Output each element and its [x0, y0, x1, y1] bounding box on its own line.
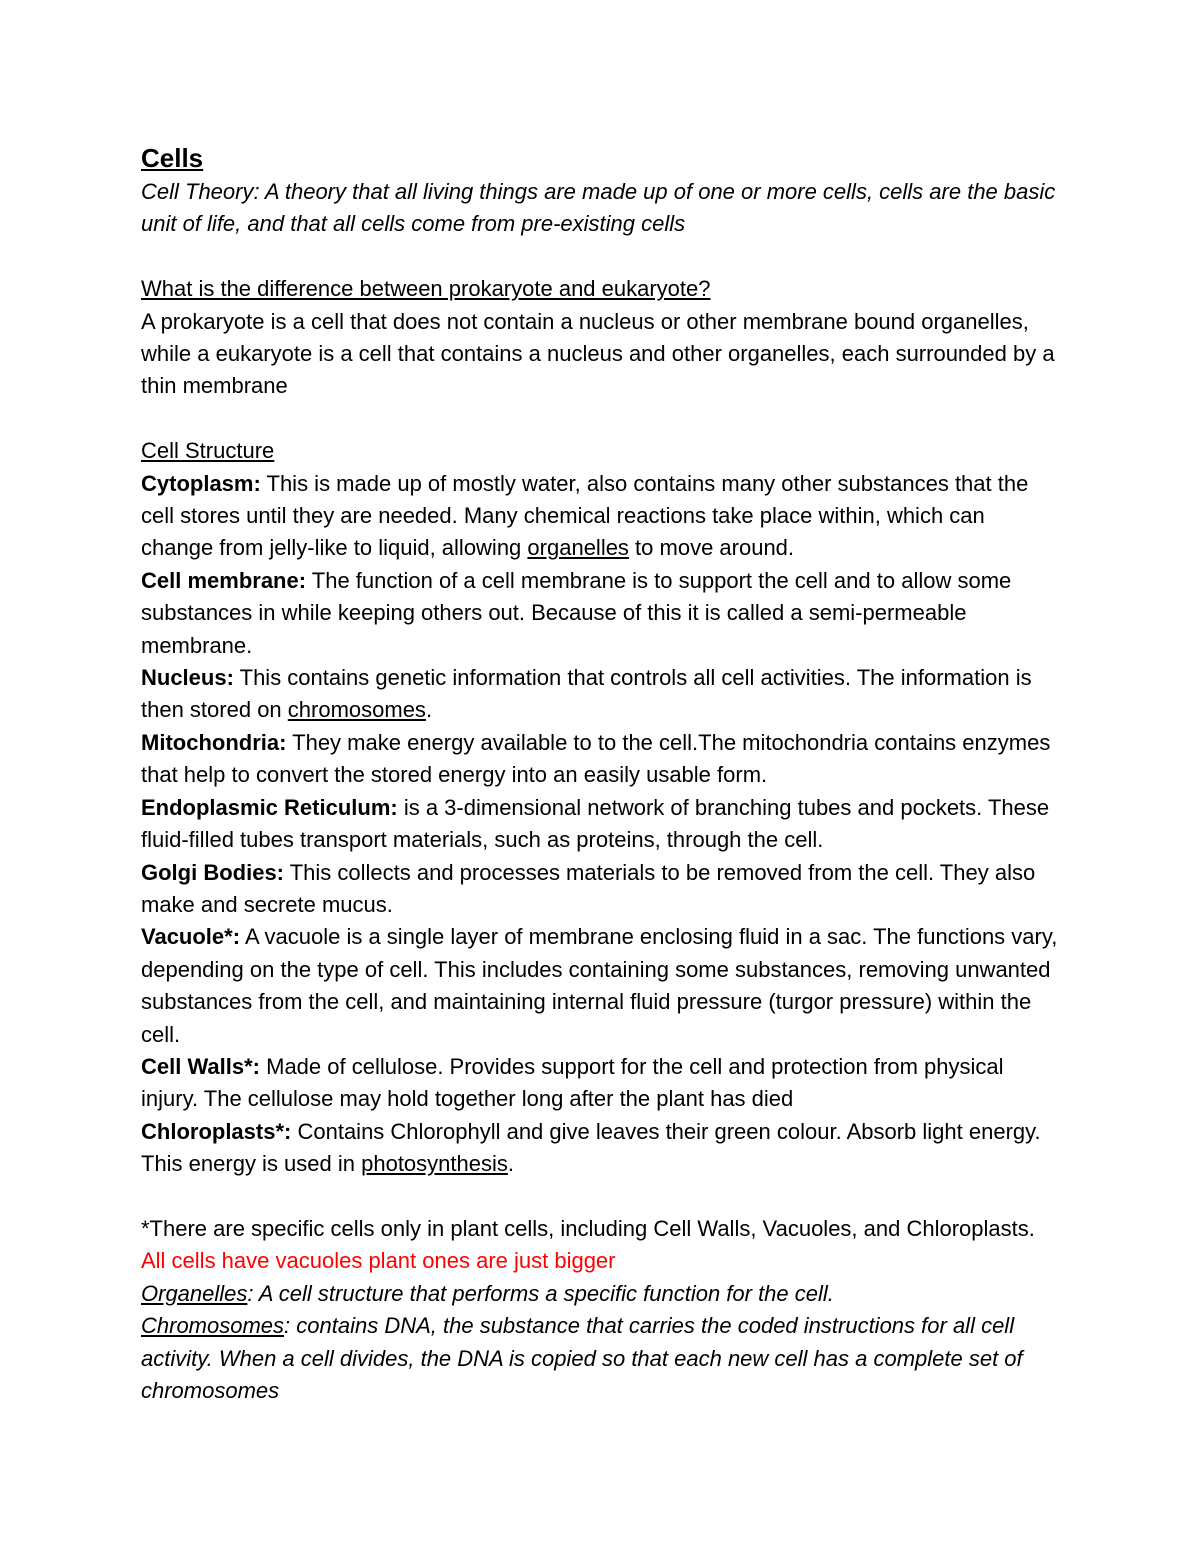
cell-membrane-term: Cell membrane: — [141, 567, 307, 593]
plant-cell-note — [141, 1213, 1061, 1278]
spacer — [141, 403, 1061, 435]
chloroplasts-term: Chloroplasts*: — [141, 1118, 292, 1144]
nucleus-term: Nucleus: — [141, 665, 234, 691]
chloroplasts-entry — [141, 1116, 1061, 1181]
endoplasmic-reticulum-term: Endoplasmic Reticulum: — [141, 794, 398, 820]
chromosomes-term: Chromosomes — [141, 1313, 285, 1339]
photosynthesis-link[interactable]: photosynthesis — [361, 1151, 508, 1177]
document-title: Cells — [141, 143, 204, 173]
cytoplasm-text-end: to move around. — [628, 535, 795, 561]
chloroplasts-text: Contains Chlorophyll and give leaves their green colour. Absorb light energy. This energy is used in — [141, 1118, 1041, 1177]
cytoplasm-entry — [141, 468, 1061, 565]
cytoplasm-term: Cytoplasm: — [141, 470, 261, 496]
golgi-bodies-text: This collects and processes materials to be removed from the cell. They also make and secrete mucus. — [141, 859, 1036, 917]
cell-walls-text: Made of cellulose. Provides support for the cell and protection from physical injury. The cellulose may hold together long after the plant has died — [141, 1053, 1004, 1112]
answer-text: A prokaryote is a cell that does not contain a nucleus or other membrane bound organelles, while a eukaryote is a cell that contains a nucleus and other organelles, each surrounded by a thin membrane — [141, 308, 1055, 399]
organelles-link[interactable]: organelles — [527, 535, 629, 561]
vacuole-note-red: All cells have vacuoles plant ones are just bigger — [141, 1248, 616, 1274]
nucleus-entry — [141, 662, 1061, 727]
document-page — [141, 140, 1061, 1407]
cell-structure-heading: Cell Structure — [141, 438, 275, 464]
cell-walls-term: Cell Walls*: — [141, 1053, 260, 1079]
organelles-term: Organelles — [141, 1280, 248, 1306]
chromosomes-definition-text: : contains DNA, the substance that carries the coded instructions for all cell activity. When a cell divides, the DNA is copied so that each new cell has a complete set of chromosomes — [141, 1313, 1023, 1403]
mitochondria-term: Mitochondria: — [141, 729, 287, 755]
vacuole-term: Vacuole*: — [141, 924, 241, 950]
chromosomes-definition — [141, 1310, 1061, 1407]
organelles-definition-text: : A cell structure that performs a specific function for the cell. — [247, 1280, 834, 1306]
golgi-bodies-entry — [141, 857, 1061, 922]
cell-membrane-text: The function of a cell membrane is to support the cell and to allow some substances in while keeping others out. Because of this it is called a semi-permeable membrane. — [141, 567, 1012, 658]
endoplasmic-reticulum-entry — [141, 792, 1061, 857]
cytoplasm-text: This is made up of mostly water, also contains many other substances that the cell stores until they are needed. Many chemical reactions take place within, which can change from jelly-like to liquid, allowing — [141, 470, 1029, 561]
plant-cell-note-text: *There are specific cells only in plant cells, including Cell Walls, Vacuoles, and Chloroplasts. — [141, 1215, 1035, 1241]
chromosomes-link[interactable]: chromosomes — [287, 697, 426, 723]
cell-theory-text: Cell Theory: A theory that all living things are made up of one or more cells, cells are the basic unit of life, and that all cells come from pre-existing cells — [141, 179, 1056, 237]
mitochondria-entry — [141, 727, 1061, 792]
question-heading: What is the difference between prokaryote and eukaryote? — [141, 276, 711, 302]
nucleus-text-end: . — [425, 697, 433, 723]
vacuole-entry — [141, 921, 1061, 1051]
organelles-definition — [141, 1278, 1061, 1310]
vacuole-text: A vacuole is a single layer of membrane enclosing fluid in a sac. The functions vary, depending on the type of cell. This includes containing some substances, removing unwanted substances from the cell, and maintaining internal fluid pressure (turgor pressure) within the cell. — [141, 924, 1058, 1047]
spacer — [141, 1181, 1061, 1213]
mitochondria-text: They make energy available to to the cell.The mitochondria contains enzymes that help to convert the stored energy into an easily usable form. — [141, 729, 1051, 788]
cell-membrane-entry — [141, 565, 1061, 662]
endoplasmic-reticulum-text: is a 3-dimensional network of branching tubes and pockets. These fluid-filled tubes transport materials, such as proteins, through the cell. — [141, 794, 1050, 853]
spacer — [141, 241, 1061, 273]
cell-walls-entry — [141, 1051, 1061, 1116]
chloroplasts-text-end: . — [507, 1151, 514, 1177]
nucleus-text: This contains genetic information that controls all cell activities. The information is then stored on — [141, 665, 1032, 723]
golgi-bodies-term: Golgi Bodies: — [141, 859, 284, 885]
